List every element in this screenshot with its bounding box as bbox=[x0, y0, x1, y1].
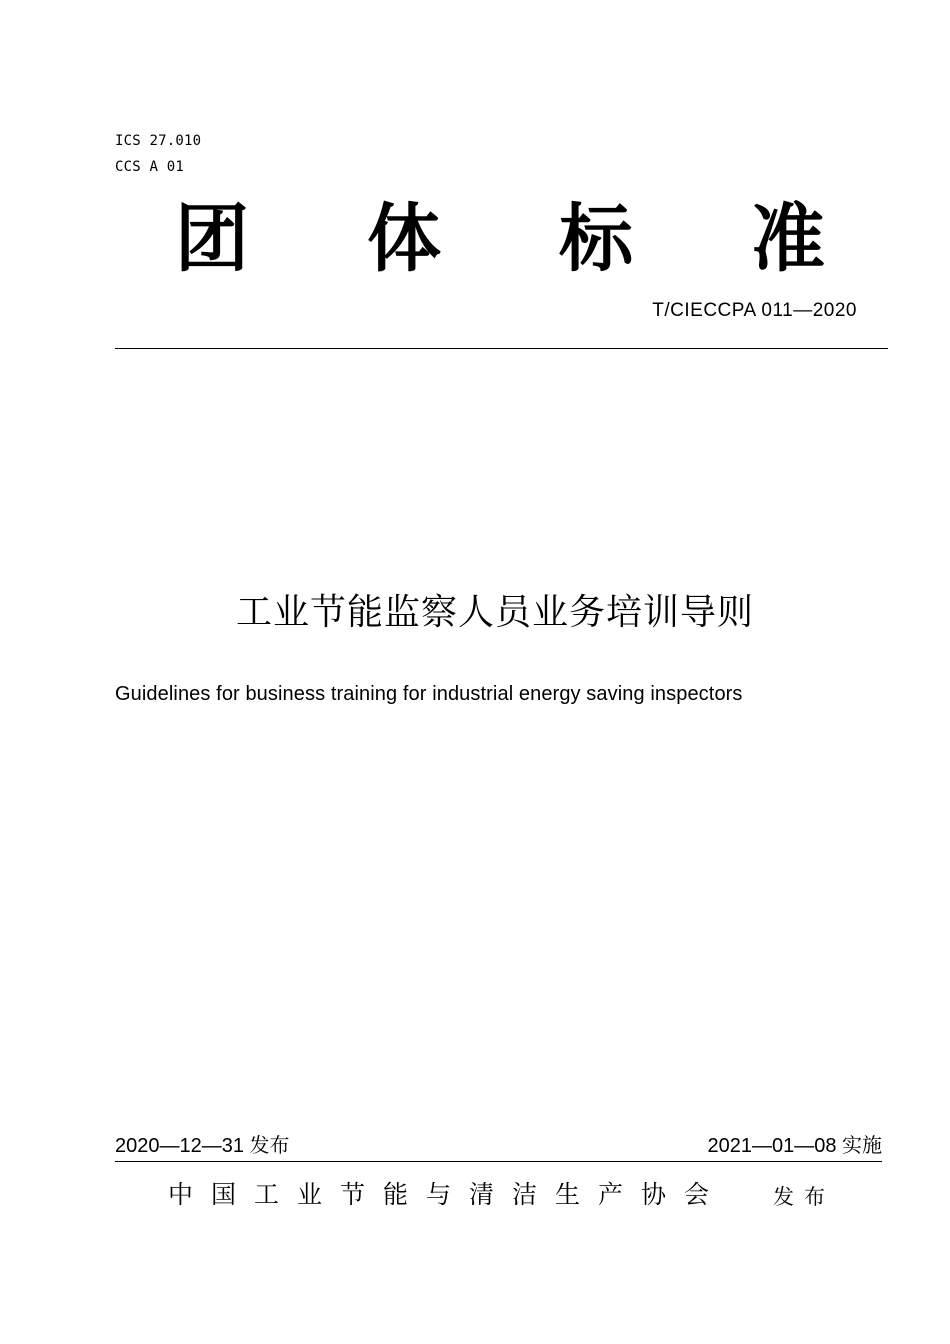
standard-type-char-2: 体 bbox=[367, 196, 441, 282]
title-chinese: 工业节能监察人员业务培训导则 bbox=[235, 592, 754, 633]
standard-type-char-4: 准 bbox=[751, 196, 825, 282]
header-divider bbox=[115, 348, 888, 349]
publisher-suffix: 发布 bbox=[773, 1185, 835, 1209]
footer-divider bbox=[115, 1161, 882, 1162]
classification-codes bbox=[115, 128, 201, 180]
ics-code: ICS 27.010 bbox=[115, 133, 202, 149]
standard-type-heading bbox=[130, 195, 870, 283]
implementation-date: 2021—01—08 实施 bbox=[707, 1135, 882, 1157]
publisher-name: 中国工业节能与清洁生产协会 bbox=[168, 1180, 728, 1209]
standard-type-char-3: 标 bbox=[559, 196, 633, 282]
ccs-code: CCS A 01 bbox=[115, 159, 185, 175]
standard-type-char-1: 团 bbox=[175, 196, 249, 282]
standard-code: T/CIECCPA 011—2020 bbox=[652, 300, 857, 321]
title-english: Guidelines for business training for industrial energy saving inspectors bbox=[115, 683, 743, 705]
publish-date: 2020—12—31 发布 bbox=[115, 1135, 290, 1157]
